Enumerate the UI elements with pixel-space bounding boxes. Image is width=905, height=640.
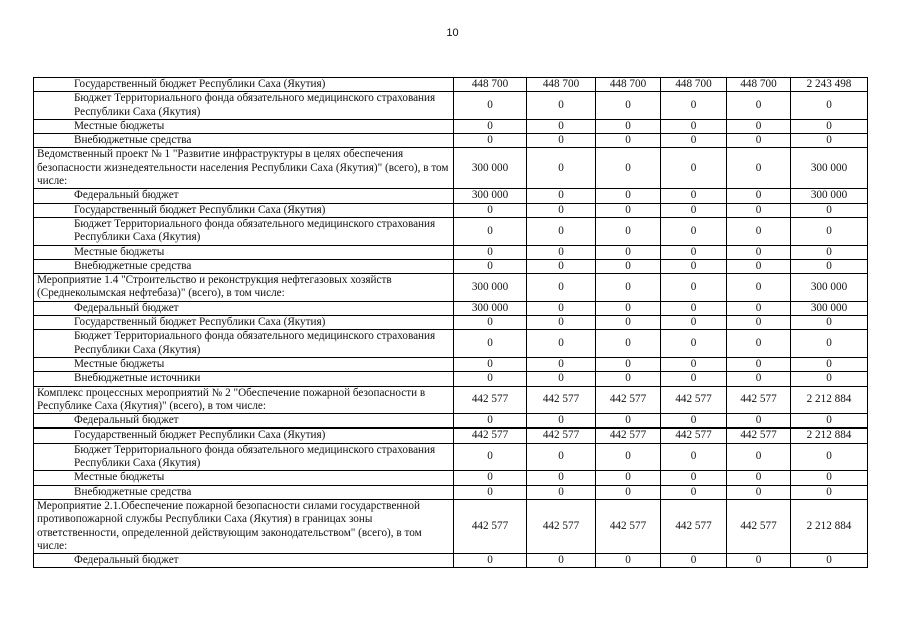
row-label: Федеральный бюджет (34, 554, 454, 568)
row-total-cell: 0 (791, 485, 868, 499)
table-row (34, 189, 868, 203)
row-value-cell: 0 (661, 259, 727, 273)
row-value-cell: 442 577 (454, 428, 527, 443)
row-value-cell: 442 577 (596, 428, 661, 443)
row-value-cell: 0 (596, 217, 661, 245)
row-value-cell: 0 (454, 316, 527, 330)
table-row (34, 78, 868, 92)
row-value-cell: 0 (727, 414, 791, 429)
page-number: 10 (446, 27, 459, 39)
row-value-cell: 0 (527, 443, 596, 471)
row-value-cell: 0 (727, 357, 791, 371)
row-label: Внебюджетные средства (34, 134, 454, 148)
row-value-cell: 0 (596, 414, 661, 429)
row-value-cell: 0 (661, 203, 727, 217)
row-value-cell: 0 (454, 443, 527, 471)
row-value-cell: 0 (454, 330, 527, 358)
row-total-cell: 2 243 498 (791, 78, 868, 92)
row-label: Мероприятие 2.1.Обеспечение пожарной безопасности силами государственной противопожарной службы Республики Саха (Якутия) в границах зоны ответственности, определенной действующим законодательством" (всего), в том числе: (34, 499, 454, 553)
row-value-cell: 442 577 (727, 386, 791, 414)
row-value-cell: 0 (527, 357, 596, 371)
table-row (34, 203, 868, 217)
row-value-cell: 0 (727, 316, 791, 330)
row-value-cell: 442 577 (661, 386, 727, 414)
row-value-cell: 0 (527, 316, 596, 330)
row-label: Федеральный бюджет (34, 414, 454, 429)
row-total-cell: 0 (791, 203, 868, 217)
row-total-cell: 0 (791, 134, 868, 148)
row-value-cell: 0 (596, 134, 661, 148)
table-row (34, 316, 868, 330)
table-row (34, 274, 868, 302)
row-label: Местные бюджеты (34, 245, 454, 259)
table-row (34, 443, 868, 471)
row-value-cell: 0 (661, 316, 727, 330)
row-value-cell: 442 577 (661, 499, 727, 553)
row-value-cell: 0 (727, 217, 791, 245)
row-value-cell: 0 (596, 189, 661, 203)
table-row (34, 554, 868, 568)
row-label: Местные бюджеты (34, 119, 454, 133)
row-value-cell: 0 (527, 245, 596, 259)
table-row (34, 148, 868, 189)
row-value-cell: 0 (527, 301, 596, 315)
row-value-cell: 0 (596, 245, 661, 259)
row-label: Внебюджетные средства (34, 259, 454, 273)
row-value-cell: 0 (727, 119, 791, 133)
row-value-cell: 0 (727, 245, 791, 259)
row-total-cell: 2 212 884 (791, 499, 868, 553)
row-value-cell: 0 (527, 217, 596, 245)
row-value-cell: 0 (454, 554, 527, 568)
row-value-cell: 0 (727, 471, 791, 485)
row-value-cell: 0 (596, 443, 661, 471)
table-row (34, 471, 868, 485)
row-value-cell: 0 (661, 134, 727, 148)
row-total-cell: 0 (791, 372, 868, 386)
row-value-cell: 0 (596, 372, 661, 386)
row-value-cell: 0 (454, 259, 527, 273)
row-value-cell: 0 (527, 330, 596, 358)
row-value-cell: 0 (727, 554, 791, 568)
row-total-cell: 0 (791, 357, 868, 371)
row-value-cell: 0 (454, 217, 527, 245)
row-value-cell: 0 (527, 372, 596, 386)
row-value-cell: 300 000 (454, 274, 527, 302)
row-total-cell: 0 (791, 217, 868, 245)
row-value-cell: 0 (596, 471, 661, 485)
row-value-cell: 0 (596, 259, 661, 273)
row-value-cell: 0 (727, 189, 791, 203)
row-label: Местные бюджеты (34, 357, 454, 371)
row-value-cell: 0 (661, 189, 727, 203)
row-value-cell: 0 (527, 471, 596, 485)
row-value-cell: 0 (661, 414, 727, 429)
row-value-cell: 448 700 (596, 78, 661, 92)
table-row (34, 428, 868, 443)
row-label: Федеральный бюджет (34, 301, 454, 315)
row-value-cell: 442 577 (596, 499, 661, 553)
row-label: Государственный бюджет Республики Саха (Якутия) (34, 78, 454, 92)
row-value-cell: 442 577 (661, 428, 727, 443)
table-row (34, 485, 868, 499)
row-value-cell: 0 (527, 134, 596, 148)
row-value-cell: 0 (454, 485, 527, 499)
row-value-cell: 0 (527, 203, 596, 217)
row-value-cell: 0 (596, 148, 661, 189)
row-value-cell: 0 (727, 274, 791, 302)
row-value-cell: 0 (527, 119, 596, 133)
row-label: Местные бюджеты (34, 471, 454, 485)
row-value-cell: 0 (596, 92, 661, 120)
row-total-cell: 0 (791, 92, 868, 120)
row-label: Государственный бюджет Республики Саха (Якутия) (34, 316, 454, 330)
row-value-cell: 0 (596, 203, 661, 217)
row-value-cell: 0 (661, 301, 727, 315)
row-value-cell: 0 (596, 357, 661, 371)
row-total-cell: 0 (791, 316, 868, 330)
table-row (34, 499, 868, 553)
row-value-cell: 0 (661, 119, 727, 133)
row-value-cell: 0 (454, 357, 527, 371)
table-row (34, 386, 868, 414)
table-row (34, 134, 868, 148)
row-value-cell: 0 (661, 148, 727, 189)
row-value-cell: 442 577 (727, 428, 791, 443)
budget-table (33, 77, 868, 568)
table-row (34, 357, 868, 371)
row-value-cell: 0 (454, 203, 527, 217)
table-row (34, 217, 868, 245)
row-label: Государственный бюджет Республики Саха (Якутия) (34, 428, 454, 443)
row-value-cell: 0 (596, 316, 661, 330)
row-label: Внебюджетные средства (34, 485, 454, 499)
row-label: Бюджет Территориального фонда обязательного медицинского страхования Республики Саха (Якутия) (34, 217, 454, 245)
row-value-cell: 0 (727, 92, 791, 120)
row-value-cell: 448 700 (527, 78, 596, 92)
row-value-cell: 0 (727, 372, 791, 386)
row-value-cell: 442 577 (454, 499, 527, 553)
row-value-cell: 0 (727, 330, 791, 358)
row-value-cell: 0 (661, 357, 727, 371)
table-row (34, 245, 868, 259)
row-value-cell: 0 (596, 274, 661, 302)
row-value-cell: 0 (596, 554, 661, 568)
row-value-cell: 0 (661, 554, 727, 568)
row-value-cell: 442 577 (527, 499, 596, 553)
row-label: Бюджет Территориального фонда обязательного медицинского страхования Республики Саха (Якутия) (34, 92, 454, 120)
row-value-cell: 0 (454, 134, 527, 148)
row-total-cell: 0 (791, 554, 868, 568)
row-value-cell: 0 (727, 259, 791, 273)
row-value-cell: 0 (727, 203, 791, 217)
row-value-cell: 442 577 (527, 428, 596, 443)
row-value-cell: 0 (596, 119, 661, 133)
row-label: Государственный бюджет Республики Саха (Якутия) (34, 203, 454, 217)
row-value-cell: 300 000 (454, 148, 527, 189)
table-row (34, 92, 868, 120)
row-value-cell: 0 (596, 485, 661, 499)
row-value-cell: 0 (527, 259, 596, 273)
row-value-cell: 300 000 (454, 301, 527, 315)
row-label: Федеральный бюджет (34, 189, 454, 203)
row-total-cell: 300 000 (791, 189, 868, 203)
row-value-cell: 0 (727, 134, 791, 148)
row-value-cell: 448 700 (454, 78, 527, 92)
row-value-cell: 442 577 (527, 386, 596, 414)
row-total-cell: 0 (791, 245, 868, 259)
row-value-cell: 0 (661, 274, 727, 302)
row-total-cell: 0 (791, 414, 868, 429)
row-label: Бюджет Территориального фонда обязательного медицинского страхования Республики Саха (Якутия) (34, 330, 454, 358)
row-value-cell: 0 (661, 485, 727, 499)
row-value-cell: 0 (727, 443, 791, 471)
row-value-cell: 0 (727, 485, 791, 499)
row-value-cell: 442 577 (596, 386, 661, 414)
row-value-cell: 0 (727, 301, 791, 315)
row-value-cell: 0 (454, 92, 527, 120)
row-value-cell: 0 (661, 245, 727, 259)
row-value-cell: 0 (596, 330, 661, 358)
row-value-cell: 0 (454, 414, 527, 429)
table-row (34, 259, 868, 273)
row-value-cell: 0 (454, 119, 527, 133)
row-value-cell: 0 (527, 414, 596, 429)
table-row (34, 301, 868, 315)
row-total-cell: 300 000 (791, 274, 868, 302)
row-value-cell: 0 (727, 148, 791, 189)
row-value-cell: 0 (454, 471, 527, 485)
row-value-cell: 0 (596, 301, 661, 315)
row-value-cell: 0 (661, 443, 727, 471)
table-row (34, 119, 868, 133)
row-total-cell: 300 000 (791, 148, 868, 189)
table-row (34, 414, 868, 429)
row-value-cell: 448 700 (727, 78, 791, 92)
row-value-cell: 0 (661, 372, 727, 386)
row-value-cell: 300 000 (454, 189, 527, 203)
row-total-cell: 0 (791, 443, 868, 471)
row-value-cell: 0 (661, 92, 727, 120)
row-total-cell: 0 (791, 119, 868, 133)
row-label: Бюджет Территориального фонда обязательного медицинского страхования Республики Саха (Якутия) (34, 443, 454, 471)
row-value-cell: 0 (527, 274, 596, 302)
row-total-cell: 0 (791, 471, 868, 485)
row-label: Ведомственный проект № 1 "Развитие инфраструктуры в целях обеспечения безопасности жизнедеятельности населения Республики Саха (Якутия)" (всего), в том числе: (34, 148, 454, 189)
row-total-cell: 300 000 (791, 301, 868, 315)
row-value-cell: 0 (661, 217, 727, 245)
row-value-cell: 448 700 (661, 78, 727, 92)
row-value-cell: 0 (454, 245, 527, 259)
row-label: Мероприятие 1.4 "Строительство и реконструкция нефтегазовых хозяйств (Среднеколымская нефтебаза)" (всего), в том числе: (34, 274, 454, 302)
row-value-cell: 0 (661, 330, 727, 358)
row-label: Комплекс процессных мероприятий № 2 "Обеспечение пожарной безопасности в Республике Саха (Якутия)" (всего), в том числе: (34, 386, 454, 414)
budget-table-body (34, 78, 868, 568)
table-row (34, 330, 868, 358)
row-value-cell: 442 577 (727, 499, 791, 553)
row-label: Внебюджетные источники (34, 372, 454, 386)
row-value-cell: 0 (454, 372, 527, 386)
row-value-cell: 0 (527, 485, 596, 499)
row-value-cell: 0 (527, 148, 596, 189)
row-total-cell: 0 (791, 330, 868, 358)
row-total-cell: 2 212 884 (791, 428, 868, 443)
row-value-cell: 0 (527, 92, 596, 120)
row-total-cell: 2 212 884 (791, 386, 868, 414)
row-total-cell: 0 (791, 259, 868, 273)
row-value-cell: 0 (527, 554, 596, 568)
row-value-cell: 0 (661, 471, 727, 485)
table-row (34, 372, 868, 386)
row-value-cell: 0 (527, 189, 596, 203)
row-value-cell: 442 577 (454, 386, 527, 414)
